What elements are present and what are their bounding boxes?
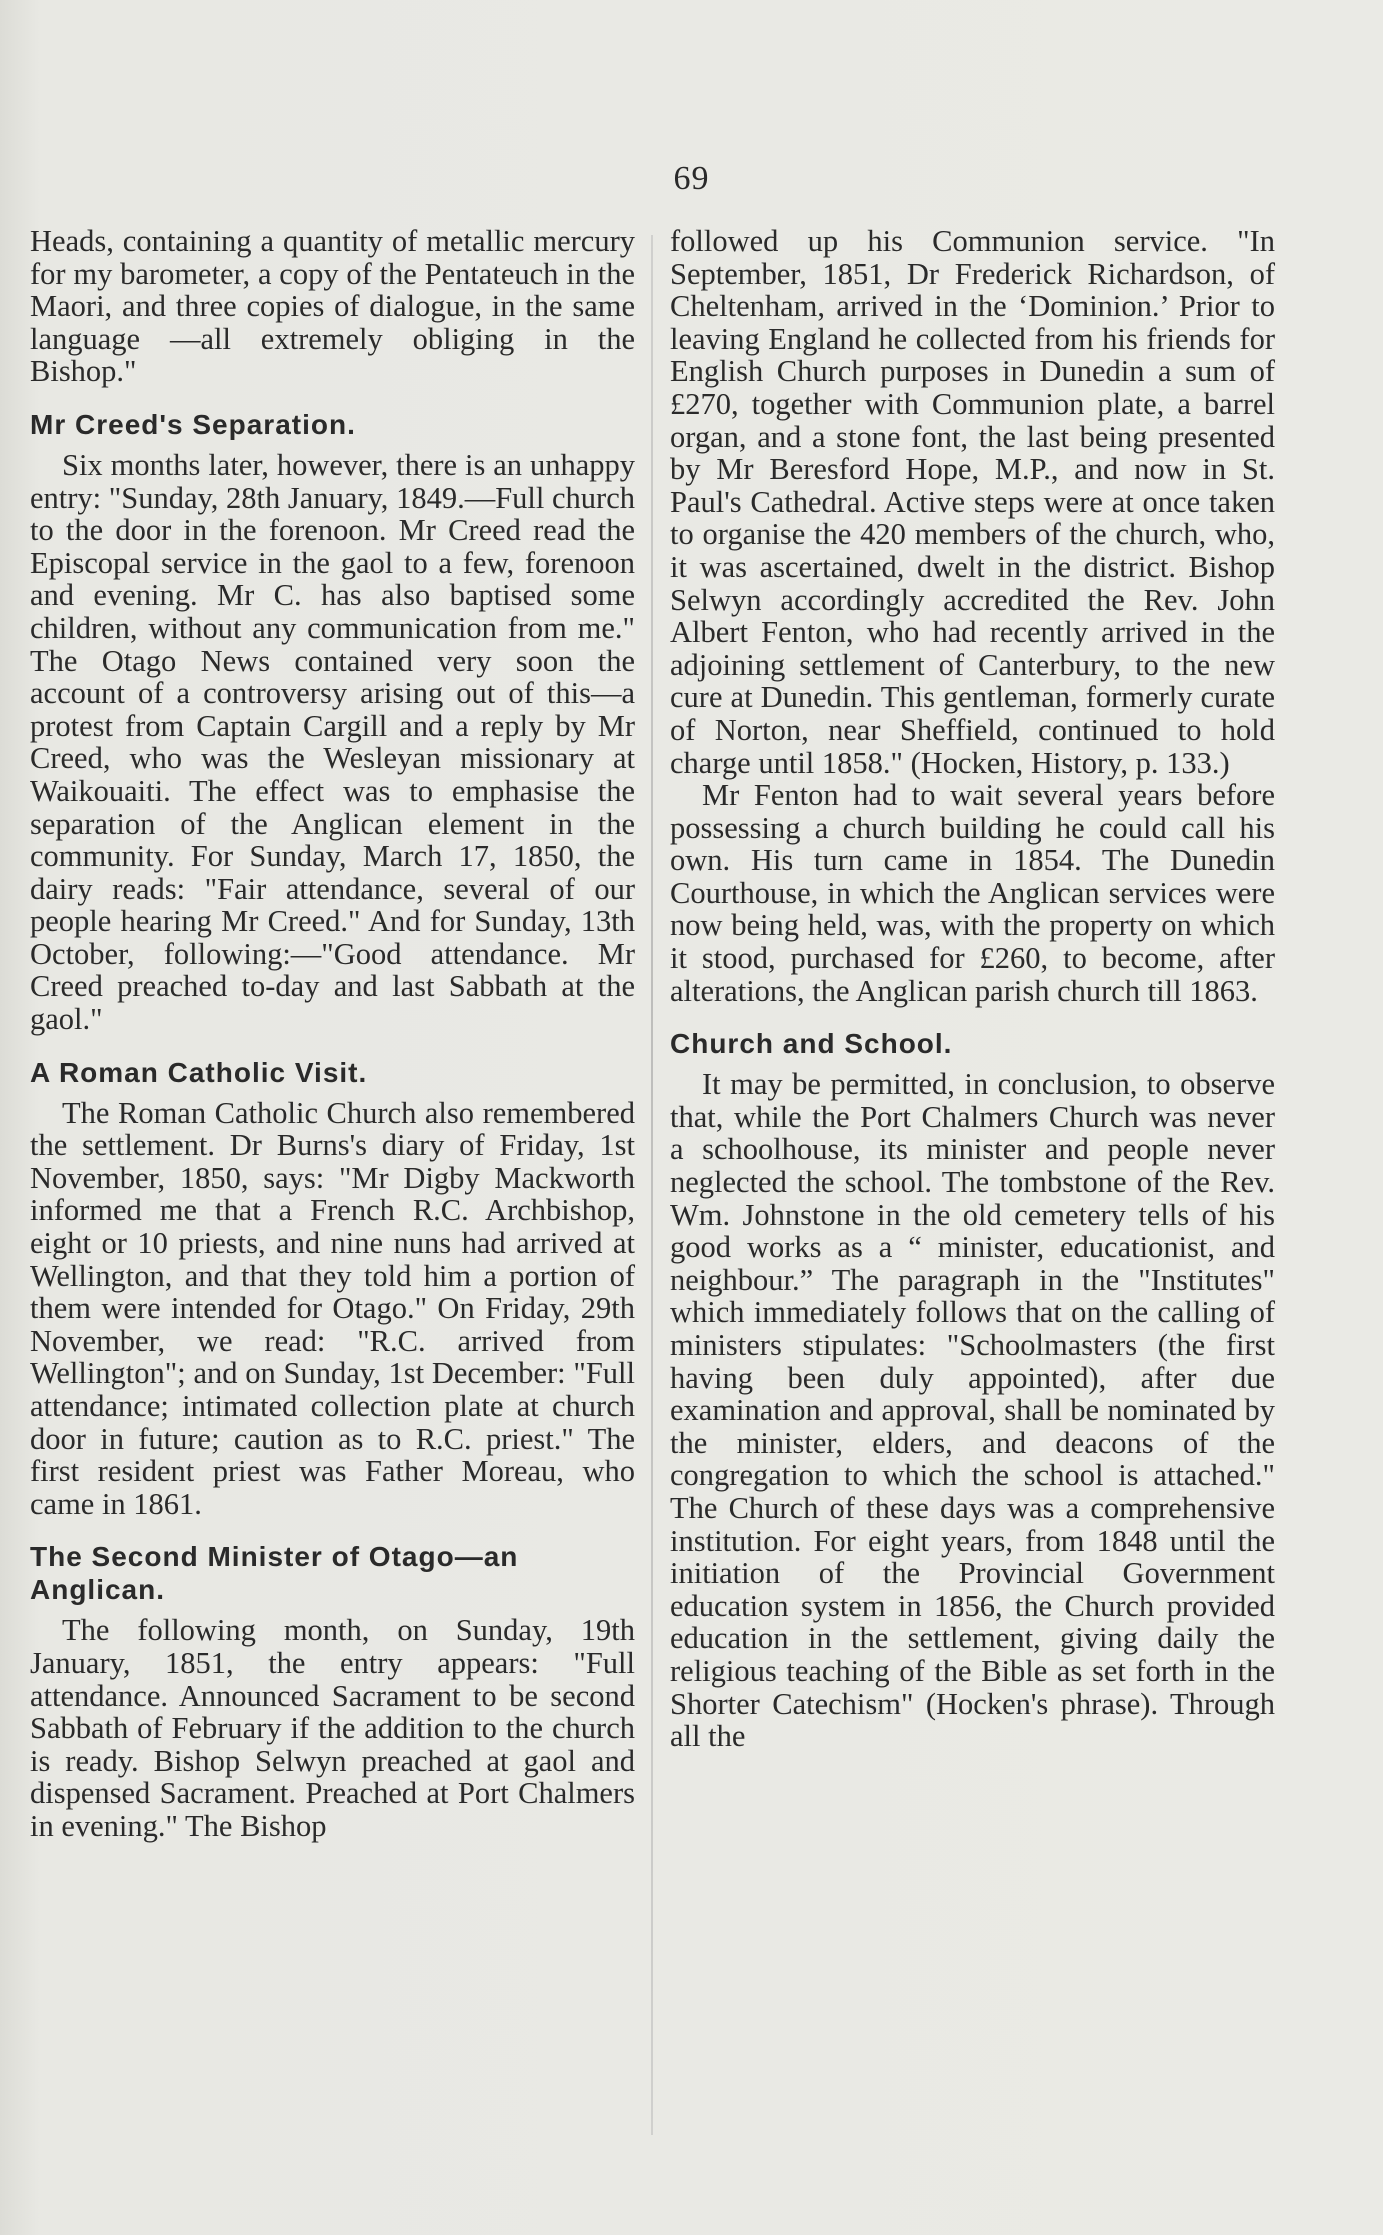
- paragraph: Mr Fenton had to wait several years before possessing a church building he could call his own. His turn came in 1854. The Dunedin Courthouse, in which the Anglican services were now being held, was, with the property on which it stood, purchased for £260, to become, after alterations, the Anglican parish church till 1863.: [670, 778, 1275, 1008]
- column-divider: [651, 235, 653, 2135]
- section-heading: Mr Creed's Separation.: [30, 408, 356, 440]
- section-heading: Church and School.: [670, 1028, 953, 1060]
- right-column: [670, 225, 1275, 1753]
- paragraph: Six months later, however, there is an unhappy entry: "Sunday, 28th January, 1849.—Full church to the door in the forenoon. Mr Creed read the Episcopal service in the gaol to a few, forenoon and evening. Mr C. has also baptised some children, without any communication from me." The Otago News contained very soon the account of a controversy arising out of this—a protest from Captain Cargill and a reply by Mr Creed, who was the Wesleyan missionary at Waikouaiti. The effect was to emphasise the separation of the Anglican element in the community. For Sunday, March 17, 1850, the dairy reads: "Fair attendance, several of our people hearing Mr Creed." And for Sunday, 13th October, following:—"Good attendance. Mr Creed preached to-day and last Sabbath at the gaol.": [30, 447, 635, 1037]
- paragraph: Heads, containing a quantity of metallic mercury for my barometer, a copy of the Pentateuch in the Maori, and three copies of dialogue, in the same language —all extremely obliging in the Bishop.": [30, 224, 635, 389]
- adjacent-page-margin-bleed: [0, 225, 24, 1225]
- section-heading: A Roman Catholic Visit.: [30, 1056, 368, 1088]
- paragraph: followed up his Communion service. "In September, 1851, Dr Frederick Richardson, of Cheltenham, arrived in the ‘Dominion.’ Prior to leaving England he collected from his friends for English Church purposes in Dunedin a sum of £270, together with Communion plate, a barrel organ, and a stone font, the last being presented by Mr Beresford Hope, M.P., and now in St. Paul's Cathedral. Active steps were at once taken to organise the 420 members of the church, who, it was ascertained, dwelt in the district. Bishop Selwyn accordingly accredited the Rev. John Albert Fenton, who had recently arrived in the adjoining settlement of Canterbury, to the new cure at Dunedin. This gentleman, formerly curate of Norton, near Sheffield, continued to hold charge until 1858." (Hocken, History, p. 133.): [670, 224, 1275, 780]
- page-number: 69: [673, 160, 710, 197]
- left-column: [30, 225, 635, 1843]
- paragraph: The Roman Catholic Church also remembered the settlement. Dr Burns's diary of Friday, 1st November, 1850, says: "Mr Digby Mackworth informed me that a French R.C. Archbishop, eight or 10 priests, and nine nuns had arrived at Wellington, and that they told him a portion of them were intended for Otago." On Friday, 29th November, we read: "R.C. arrived from Wellington"; and on Sunday, 1st December: "Full attendance; intimated collection plate at church door in future; caution as to R.C. priest." The first resident priest was Father Moreau, who came in 1861.: [30, 1095, 635, 1521]
- paragraph: It may be permitted, in conclusion, to observe that, while the Port Chalmers Church was never a schoolhouse, its minister and people never neglected the school. The tombstone of the Rev. Wm. Johnstone in the old cemetery tells of his good works as a “ minister, educationist, and neighbour.” The paragraph in the "Institutes" which immediately follows that on the calling of ministers stipulates: "Schoolmasters (the first having been duly appointed), after due examination and approval, shall be nominated by the minister, elders, and deacons of the congregation to which the school is attached." The Church of these days was a comprehensive institution. For eight years, from 1848 until the initiation of the Provincial Government education system in 1856, the Church provided education in the settlement, giving daily the religious teaching of the Bible as set forth in the Shorter Catechism" (Hocken's phrase). Through all the: [670, 1067, 1275, 1754]
- section-heading: The Second Minister of Otago—an Anglican.: [30, 1541, 519, 1606]
- paragraph: The following month, on Sunday, 19th January, 1851, the entry appears: "Full attendance. Announced Sacrament to be second Sabbath of February if the addition to the church is ready. Bishop Selwyn preached at gaol and dispensed Sacrament. Preached at Port Chalmers in evening." The Bishop: [30, 1613, 635, 1843]
